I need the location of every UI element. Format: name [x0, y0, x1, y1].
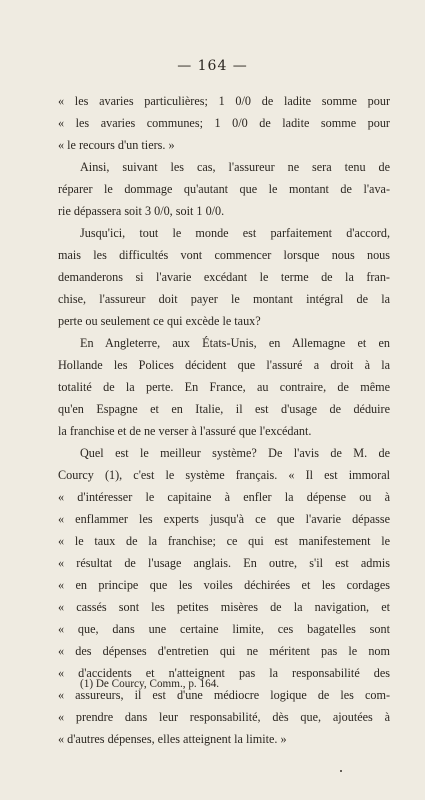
text-line: « des dépenses d'entretien qui ne méritent pas le nom [58, 644, 390, 658]
footnote: (1) De Courcy, Comm., p. 164. [80, 678, 220, 690]
text-line: « d'accidents et n'atteignent pas la responsabilité des [58, 666, 390, 680]
text-line: « en principe que les voiles déchirées et les cordages [58, 578, 390, 592]
text-line: demanderons si l'avarie excédant le terme de la fran- [58, 270, 390, 284]
text-line: Courcy (1), c'est le système français. « Il est immoral [58, 468, 390, 482]
text-line: mais les difficultés vont commencer lorsque nous nous [58, 248, 390, 262]
text-line: « cassés sont les petites misères de la navigation, et [58, 600, 390, 614]
text-line: « prendre dans leur responsabilité, dès que, ajoutées à [58, 710, 390, 724]
text-line: « enflammer les experts jusqu'à ce que l'avarie dépasse [58, 512, 390, 526]
paper-speck [340, 770, 342, 772]
text-line: Jusqu'ici, tout le monde est parfaitement d'accord, [80, 226, 390, 240]
text-line: chise, l'assureur doit payer le montant intégral de la [58, 292, 390, 306]
page-number: — 164 — [177, 58, 248, 74]
text-line: la franchise et de ne verser à l'assuré que l'excédant. [58, 424, 312, 438]
text-line: Quel est le meilleur système? De l'avis de M. de [80, 446, 390, 460]
text-line: rie dépassera soit 3 0/0, soit 1 0/0. [58, 204, 225, 218]
text-line: En Angleterre, aux États-Unis, en Allemagne et en [80, 336, 390, 350]
text-line: « résultat de l'usage anglais. En outre, s'il est admis [58, 556, 390, 570]
text-line: réparer le dommage qu'autant que le montant de l'ava- [58, 182, 390, 196]
text-line: qu'en Espagne et en Italie, il est d'usage de déduire [58, 402, 390, 416]
text-line: « d'intéresser le capitaine à enfler la dépense ou à [58, 490, 390, 504]
text-line: « que, dans une certaine limite, ces bagatelles sont [58, 622, 390, 636]
text-line: « les avaries particulières; 1 0/0 de ladite somme pour [58, 94, 390, 108]
text-line: perte ou seulement ce qui excède le taux? [58, 314, 261, 328]
text-line: « assureurs, il est d'une médiocre logique de les com- [58, 688, 390, 702]
text-line: « d'autres dépenses, elles atteignent la limite. » [58, 732, 287, 746]
text-line: « le taux de la franchise; ce qui est manifestement le [58, 534, 390, 548]
text-line: Hollande les Polices décident que l'assuré a droit à la [58, 358, 390, 372]
body-text [58, 90, 390, 750]
text-line: « le recours d'un tiers. » [58, 138, 175, 152]
text-line: Ainsi, suivant les cas, l'assureur ne sera tenu de [80, 160, 390, 174]
text-line: « les avaries communes; 1 0/0 de ladite somme pour [58, 116, 390, 130]
text-line: totalité de la perte. En France, au contraire, de même [58, 380, 390, 394]
